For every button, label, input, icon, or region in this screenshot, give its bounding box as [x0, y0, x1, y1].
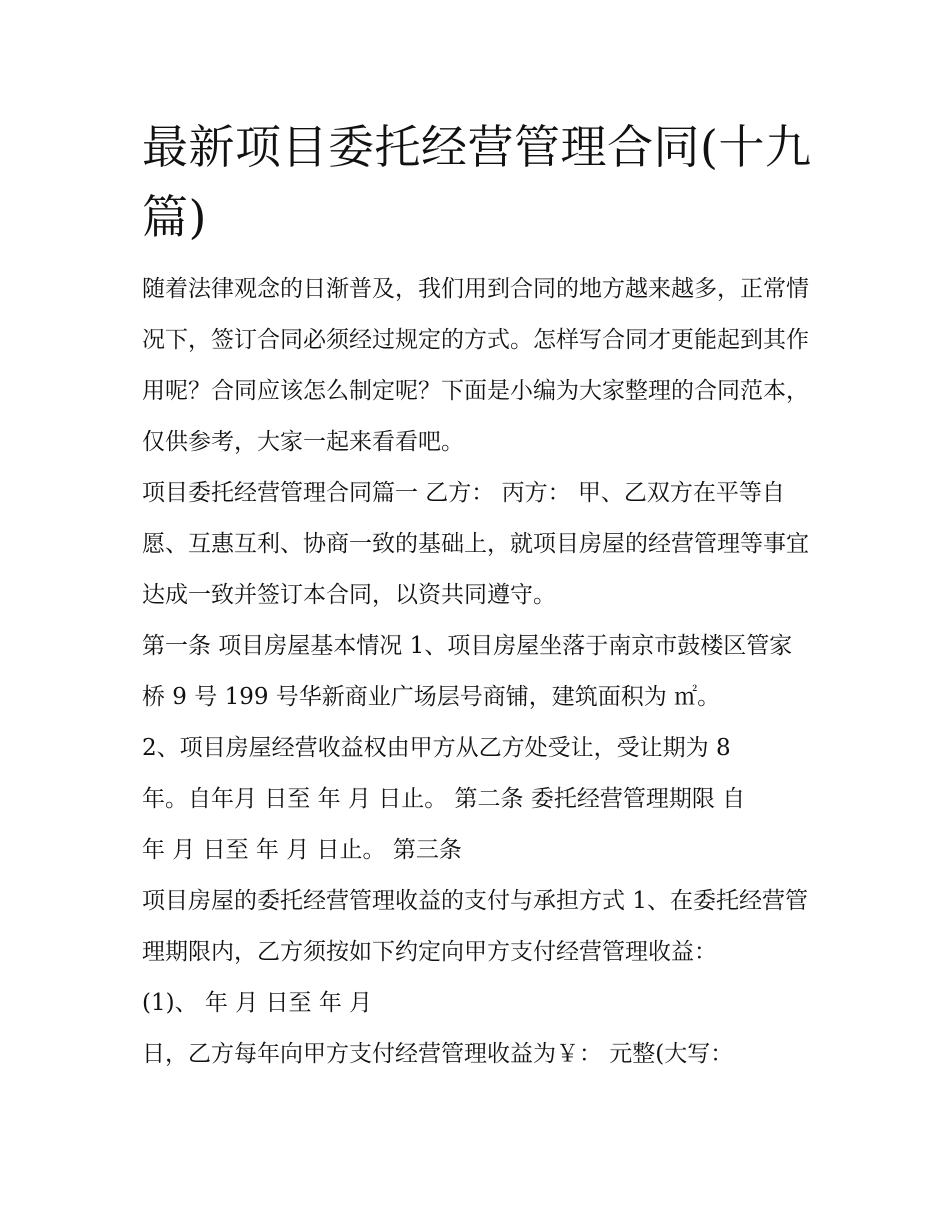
- paragraph-article-1-item-2: 2、项目房屋经营收益权由甲方从乙方处受让，受让期为 8: [142, 735, 731, 761]
- paragraph-article-3-payment: 日，乙方每年向甲方支付经营管理收益为￥： 元整(大写：: [142, 1041, 734, 1067]
- document-title: 最新项目委托经营管理合同(十九篇): [142, 120, 812, 244]
- paragraph-intro: 随着法律观念的日渐普及，我们用到合同的地方越来越多，正常情况下，签订合同必须经过规定的方式。怎样写合同才更能起到其作用呢？合同应该怎么制定呢？下面是小编为大家整理的合同范本，仅供参考，大家一起来看看吧。: [142, 276, 809, 455]
- paragraph-article-3-item-1: (1)、 年 月 日至 年 月: [142, 990, 373, 1016]
- paragraph-article-3: 项目房屋的委托经营管理收益的支付与承担方式 1、在委托经营管理期限内，乙方须按如下约定向甲方支付经营管理收益：: [142, 888, 808, 965]
- title-spacer: [142, 252, 814, 264]
- paragraph-article-2-period: 年 月 日至 年 月 日止。 第三条: [142, 837, 462, 863]
- paragraph-article-2: 年。自年月 日至 年 月 日止。 第二条 委托经营管理期限 自: [142, 786, 746, 812]
- paragraph-article-1: 第一条 项目房屋基本情况 1、项目房屋坐落于南京市鼓楼区管家桥 9 号 199 号华新商业广场层号商铺，建筑面积为 ㎡。: [142, 633, 793, 710]
- paragraph-parties: 项目委托经营管理合同篇一 乙方： 丙方： 甲、乙双方在平等自愿、互惠互利、协商一致的基础上，就项目房屋的经营管理等事宜达成一致并签订本合同，以资共同遵守。: [142, 480, 809, 608]
- document-body: [142, 112, 814, 1080]
